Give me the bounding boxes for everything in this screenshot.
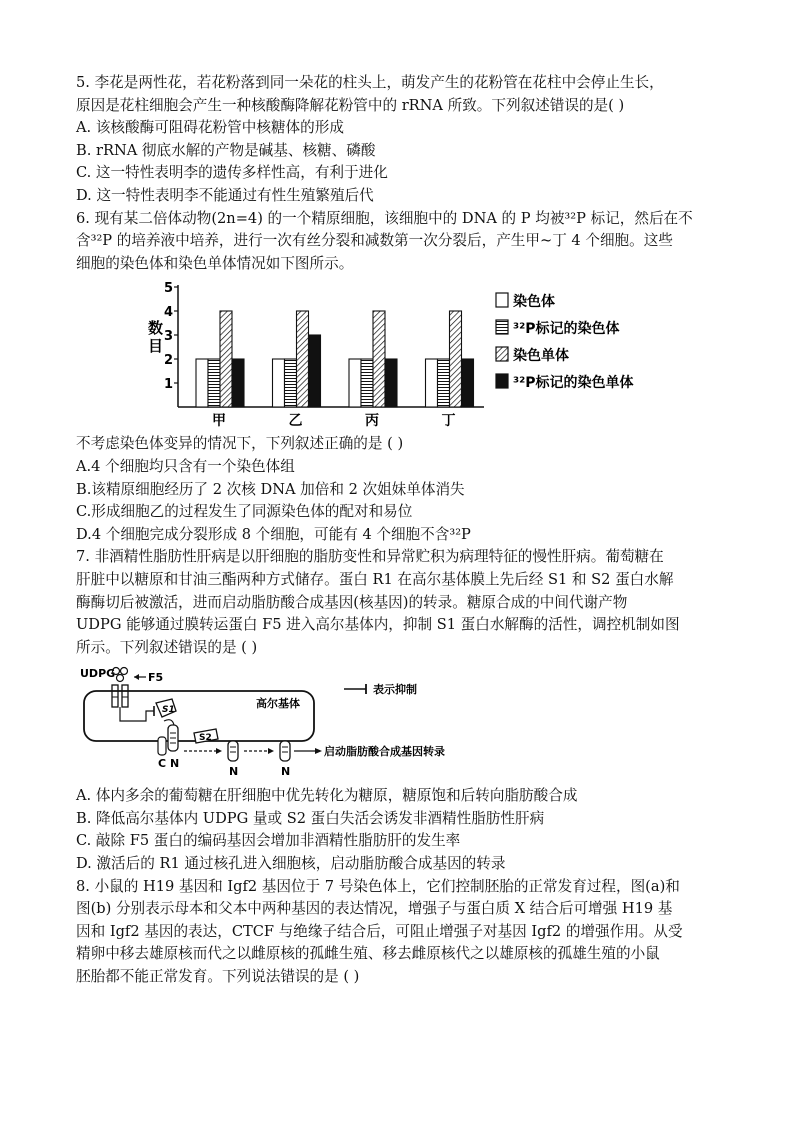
golgi-diagram-svg: [76, 663, 726, 781]
q8-stem-line-5: 胚胎都不能正常发育。下列说法错误的是 ( ): [76, 968, 360, 986]
y-tick-label: 5: [164, 281, 174, 297]
y-tick-label: 2: [164, 353, 174, 369]
q7-stem-line-3: 酶酶切后被激活，进而启动脂肪酸合成基因(核基因)的转录。糖原合成的中间代谢产物: [76, 593, 628, 611]
exam-page: [76, 72, 726, 989]
cleavage-arrow-1: [184, 748, 222, 754]
q7-option-d: D. 激活后的 R1 通过核孔进入细胞核，启动脂肪酸合成基因的转录: [76, 855, 506, 873]
bar-solid: [232, 359, 244, 407]
q7-stem-line-1: 7. 非酒精性脂肪性肝病是以肝细胞的脂肪变性和异常贮积为病理特征的慢性肝病。葡萄糖在: [76, 548, 664, 566]
q8-stem-line-3: 因和 Igf2 基因的表达，CTCF 与绝缘子结合后，可阻止增强子对基因 Igf2 的增强作用。从受: [76, 922, 683, 940]
question-8: [76, 876, 726, 989]
question-5: [76, 72, 726, 208]
q8-stem-line-2: 图(b) 分别表示母本和父本中两种基因的表达情况，增强子与蛋白质 X 结合后可增强 H19 基: [76, 900, 673, 918]
bar-solid: [385, 359, 397, 407]
q5-stem-line-2: 原因是花柱细胞会产生一种核酸酶降解花粉管中的 rRNA 所致。下列叙述错误的是( ): [76, 96, 625, 114]
q6-option-b: B.该精原细胞经历了 2 次核 DNA 加倍和 2 次姐妹单体消失: [76, 480, 465, 498]
bar-blank: [349, 359, 361, 407]
inhibition-path: [120, 706, 154, 721]
q5-option-c: C. 这一特性表明李的遗传多样性高，有利于进化: [76, 164, 388, 182]
inhibition-legend-label: 表示抑制: [373, 683, 417, 697]
f5-arrow-icon: [134, 674, 146, 680]
golgi-label: 高尔基体: [256, 697, 300, 711]
n-terminal-label-3: N: [281, 765, 291, 779]
bar-solid: [309, 335, 321, 407]
q6-after-figure: 不考虑染色体变异的情况下，下列叙述正确的是 ( ): [76, 435, 404, 453]
activated-r1-icon: [280, 741, 290, 761]
q5-option-b: B. rRNA 彻底水解的产物是碱基、核糖、磷酸: [76, 141, 376, 159]
s1-label: S1: [162, 705, 175, 716]
r1-fragment-icon: [228, 741, 238, 761]
legend-swatch-diagonal: [496, 347, 508, 361]
q5-option-d: D. 这一特性表明李不能通过有性生殖繁殖后代: [76, 186, 374, 204]
s2-label: S2: [199, 733, 212, 744]
x-category-label: 丙: [365, 413, 379, 430]
q5-stem-line-1: 5. 李花是两性花，若花粉落到同一朵花的柱头上，萌发产生的花粉管在花柱中会停止生长，: [76, 74, 664, 91]
q6-option-d: D.4 个细胞完成分裂形成 8 个细胞，可能有 4 个细胞不含³²P: [76, 525, 471, 543]
bar-horizontal: [285, 359, 297, 407]
bar-solid: [462, 359, 474, 407]
y-axis-label-char: 数: [148, 319, 164, 338]
golgi-regulation-diagram: [76, 663, 726, 781]
legend-label: 染色体: [513, 294, 555, 311]
r1-protein-icon: [158, 720, 178, 755]
q7-option-b: B. 降低高尔基体内 UDPG 量或 S2 蛋白失活会诱发非酒精性脂肪性肝病: [76, 809, 545, 827]
q5-option-a: A. 该核酸酶可阻碍花粉管中核糖体的形成: [76, 119, 344, 137]
outcome-arrow: [294, 748, 322, 754]
q8-stem-line-4: 精卵中移去雄原核而代之以雌原核的孤雌生殖、移去雌原核代之以雄原核的孤雄生殖的小鼠: [76, 945, 660, 963]
y-tick-label: 4: [164, 305, 174, 321]
q7-stem-line-4: UDPG 能够通过膜转运蛋白 F5 进入高尔基体内，抑制 S1 蛋白水解酶的活性，调控机制如图: [76, 616, 680, 634]
y-tick-label: 3: [164, 329, 174, 345]
outcome-label: 启动脂肪酸合成基因转录: [324, 745, 445, 759]
cleavage-arrow-2: [244, 748, 274, 754]
y-axis-label-char: 目: [148, 337, 164, 356]
q7-option-a: A. 体内多余的葡萄糖在肝细胞中优先转化为糖原，糖原饱和后转向脂肪酸合成: [76, 787, 578, 805]
legend-label: ³²P标记的染色单体: [513, 375, 634, 392]
q6-option-a: A.4 个细胞均只含有一个染色体组: [76, 457, 295, 475]
chart-legend: [496, 293, 634, 391]
x-category-label: 丁: [441, 413, 456, 430]
q6-stem-line-2: 含³²P 的培养液中培养，进行一次有丝分裂和减数第一次分裂后，产生甲~丁 4 个细胞。这些: [76, 232, 673, 250]
chromosome-bar-chart: [76, 281, 726, 431]
bar-blank: [196, 359, 208, 407]
chart-bars: [196, 311, 474, 407]
legend-swatch-blank: [496, 293, 508, 307]
bar-horizontal: [208, 359, 220, 407]
bar-chart-svg: [76, 281, 726, 431]
bar-horizontal: [361, 359, 373, 407]
legend-label: ³²P标记的染色体: [513, 321, 620, 338]
bar-blank: [273, 359, 285, 407]
c-terminal-label: C: [158, 757, 167, 771]
n-terminal-label-2: N: [229, 765, 239, 779]
inhibition-legend-icon: [344, 684, 366, 694]
q6-stem-line-3: 细胞的染色体和染色单体情况如下图所示。: [76, 254, 354, 272]
q7-stem-line-5: 所示。下列叙述错误的是 ( ): [76, 638, 258, 656]
question-7: [76, 546, 726, 875]
legend-swatch-horizontal: [496, 320, 508, 334]
q7-stem-line-2: 肝脏中以糖原和甘油三酯两种方式储存。蛋白 R1 在高尔基体膜上先后经 S1 和 S2 蛋白水解: [76, 570, 674, 588]
bar-diagonal: [297, 311, 309, 407]
f5-transporter-icon: [112, 685, 128, 715]
legend-swatch-solid: [496, 374, 508, 388]
bar-blank: [426, 359, 438, 407]
bar-horizontal: [438, 359, 450, 407]
udpg-label: UDPG: [80, 667, 116, 681]
q6-option-c: C.形成细胞乙的过程发生了同源染色体的配对和易位: [76, 503, 413, 521]
f5-label: F5: [148, 671, 164, 685]
y-tick-label: 1: [164, 377, 174, 393]
n-terminal-label-1: N: [170, 757, 180, 771]
x-category-label: 乙: [288, 413, 303, 430]
question-6: [76, 208, 726, 547]
bar-diagonal: [450, 311, 462, 407]
q6-stem-line-1: 6. 现有某二倍体动物(2n=4) 的一个精原细胞，该细胞中的 DNA 的 P 均被³²P 标记，然后在不: [76, 209, 693, 227]
bar-diagonal: [220, 311, 232, 407]
q8-stem-line-1: 8. 小鼠的 H19 基因和 Igf2 基因位于 7 号染色体上，它们控制胚胎的正常发育过程，图(a)和: [76, 877, 680, 895]
legend-label: 染色单体: [513, 348, 569, 365]
bar-diagonal: [373, 311, 385, 407]
x-category-label: 甲: [212, 413, 226, 430]
q7-option-c: C. 敲除 F5 蛋白的编码基因会增加非酒精性脂肪肝的发生率: [76, 832, 461, 850]
